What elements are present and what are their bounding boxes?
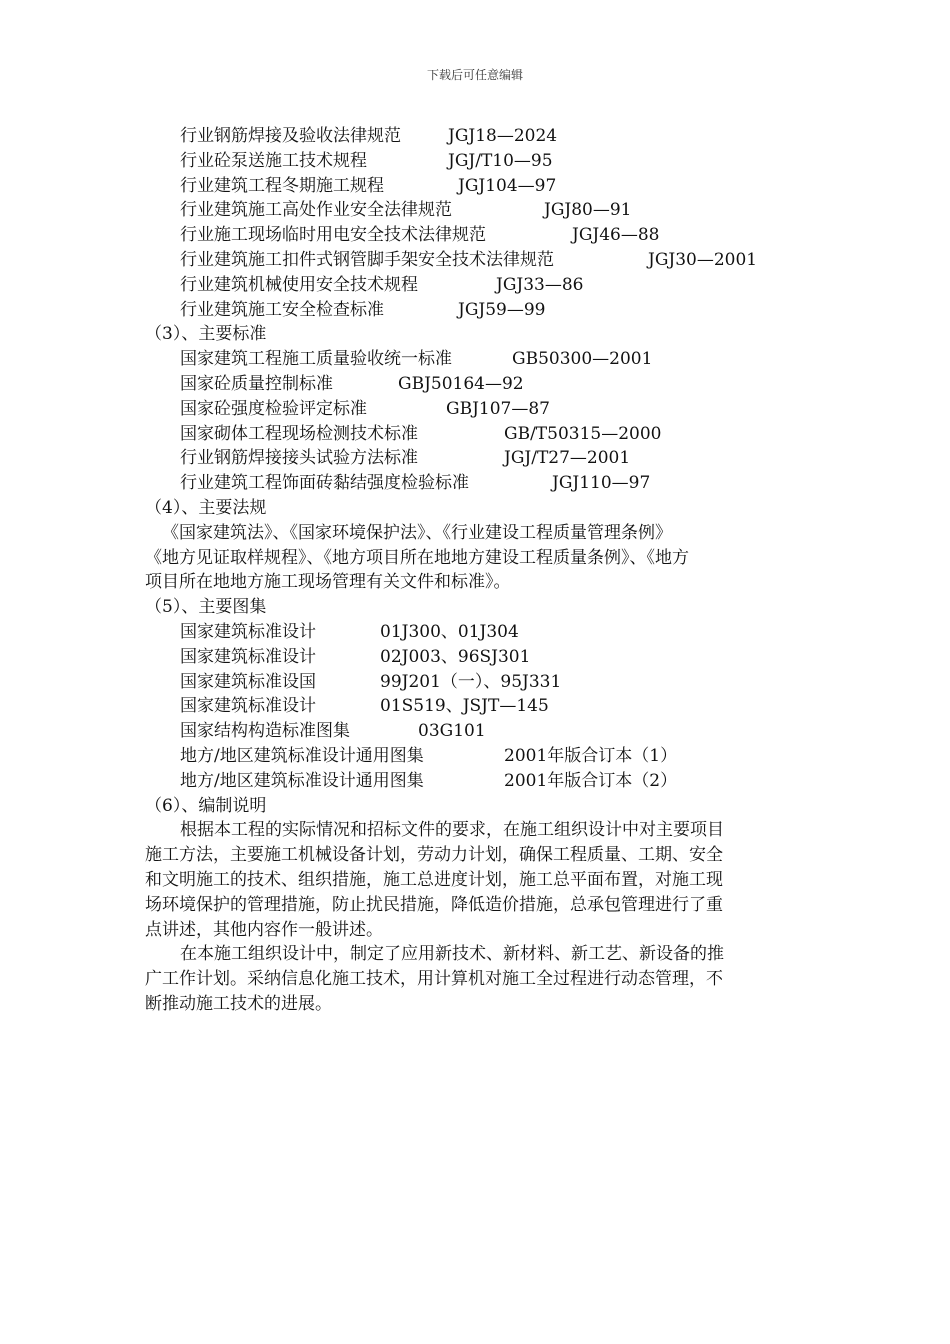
atlas-code: 03G101 [418, 721, 486, 742]
atlas-name: 地方/地区建筑标准设计通用图集 [180, 770, 424, 791]
standard-row [145, 397, 807, 422]
standard-name: 国家砼质量控制标准 [180, 373, 333, 394]
spec-code: JGJ80—91 [544, 200, 632, 221]
standard-row [145, 471, 807, 496]
standard-code: GBJ50164—92 [398, 373, 524, 394]
atlas-name: 地方/地区建筑标准设计通用图集 [180, 745, 424, 766]
section-heading: （4）、主要法规 [145, 497, 267, 518]
standard-name: 国家建筑工程施工质量验收统一标准 [180, 349, 452, 370]
paragraph-line: 断推动施工技术的进展。 [145, 993, 332, 1014]
section-heading: （3）、主要标准 [145, 324, 267, 345]
standard-name: 国家砌体工程现场检测技术标准 [180, 423, 418, 444]
spec-code: JGJ46—88 [572, 225, 660, 246]
spec-code: JGJ33—86 [496, 274, 584, 295]
spec-name: 行业建筑工程冬期施工规程 [180, 175, 384, 196]
standard-name: 国家砼强度检验评定标准 [180, 398, 367, 419]
spec-code: JGJ104—97 [458, 175, 557, 196]
atlas-row [145, 769, 807, 794]
paragraph-line: 在本施工组织设计中，制定了应用新技术、新材料、新工艺、新设备的推 [180, 944, 724, 965]
atlas-row [145, 719, 807, 744]
regulation-line: 《国家建筑法》、《国家环境保护法》、《行业建设工程质量管理条例》 [162, 522, 672, 543]
atlas-name: 国家建筑标准设计 [180, 621, 316, 642]
standard-row [145, 422, 807, 447]
atlas-code: 2001年版合订本（1） [504, 745, 678, 766]
spec-code: JGJ18—2024 [448, 126, 558, 146]
atlas-row [145, 645, 807, 670]
spec-name: 行业砼泵送施工技术规程 [180, 150, 367, 171]
spec-name: 行业建筑施工扣件式钢管脚手架安全技术法律规范 [180, 249, 554, 270]
paragraph-line: 广工作计划。采纳信息化施工技术，用计算机对施工全过程进行动态管理，不 [145, 969, 723, 990]
spec-code: JGJ30—2001 [648, 249, 758, 270]
paragraph-line: 和文明施工的技术、组织措施，施工总进度计划，施工总平面布置，对施工现 [145, 869, 723, 890]
spec-name: 行业施工现场临时用电安全技术法律规范 [180, 225, 486, 246]
spec-row [145, 174, 807, 199]
standard-row [145, 446, 807, 471]
regulation-line: 项目所在地地方施工现场管理有关文件和标准》。 [145, 572, 511, 593]
regulation-line: 《地方见证取样规程》、《地方项目所在地地方建设工程质量条例》、《地方 [145, 547, 689, 568]
spec-row [145, 248, 807, 273]
paragraph-line: 点讲述，其他内容作一般讲述。 [145, 919, 383, 940]
atlas-code: 01S519、JSJT—145 [380, 696, 549, 717]
standard-name: 行业钢筋焊接接头试验方法标准 [180, 448, 418, 469]
atlas-row [145, 694, 807, 719]
atlas-row [145, 670, 807, 695]
standard-code: JGJ/T27—2001 [504, 448, 631, 469]
atlas-row [145, 620, 807, 645]
document-body [145, 124, 807, 1017]
standard-row [145, 347, 807, 372]
spec-code: JGJ59—99 [458, 299, 546, 320]
spec-row [145, 223, 807, 248]
paragraph-line: 施工方法，主要施工机械设备计划，劳动力计划，确保工程质量、工期、安全 [145, 845, 723, 866]
paragraph-line: 场环境保护的管理措施，防止扰民措施，降低造价措施，总承包管理进行了重 [145, 894, 723, 915]
atlas-row [145, 744, 807, 769]
atlas-name: 国家建筑标准设国 [180, 671, 316, 692]
atlas-name: 国家结构构造标准图集 [180, 721, 350, 742]
standard-code: GB50300—2001 [512, 349, 653, 370]
atlas-name: 国家建筑标准设计 [180, 646, 316, 667]
standard-row [145, 372, 807, 397]
spec-name: 行业建筑施工高处作业安全法律规范 [180, 200, 452, 221]
spec-name: 行业建筑施工安全检查标准 [180, 299, 384, 320]
spec-row [145, 149, 807, 174]
paragraph-line: 根据本工程的实际情况和招标文件的要求，在施工组织设计中对主要项目 [180, 820, 724, 841]
spec-row [145, 298, 807, 323]
standard-code: JGJ110—97 [552, 473, 651, 494]
atlas-code: 01J300、01J304 [380, 621, 519, 642]
standard-name: 行业建筑工程饰面砖黏结强度检验标准 [180, 473, 469, 494]
spec-name: 行业钢筋焊接及验收法律规范 [180, 126, 401, 146]
spec-name: 行业建筑机械使用安全技术规程 [180, 274, 418, 295]
section-heading: （6）、编制说明 [145, 795, 267, 816]
atlas-code: 99J201（一）、95J331 [380, 671, 562, 692]
standard-code: GBJ107—87 [446, 398, 550, 419]
atlas-code: 02J003、96SJ301 [380, 646, 531, 667]
spec-row [145, 124, 807, 149]
spec-row [145, 198, 807, 223]
standard-code: GB/T50315—2000 [504, 423, 662, 444]
atlas-code: 2001年版合订本（2） [504, 770, 678, 791]
atlas-name: 国家建筑标准设计 [180, 696, 316, 717]
spec-row [145, 273, 807, 298]
spec-code: JGJ/T10—95 [448, 150, 553, 171]
page-header: 下载后可任意编辑 [426, 68, 523, 82]
section-heading: （5）、主要图集 [145, 597, 267, 618]
